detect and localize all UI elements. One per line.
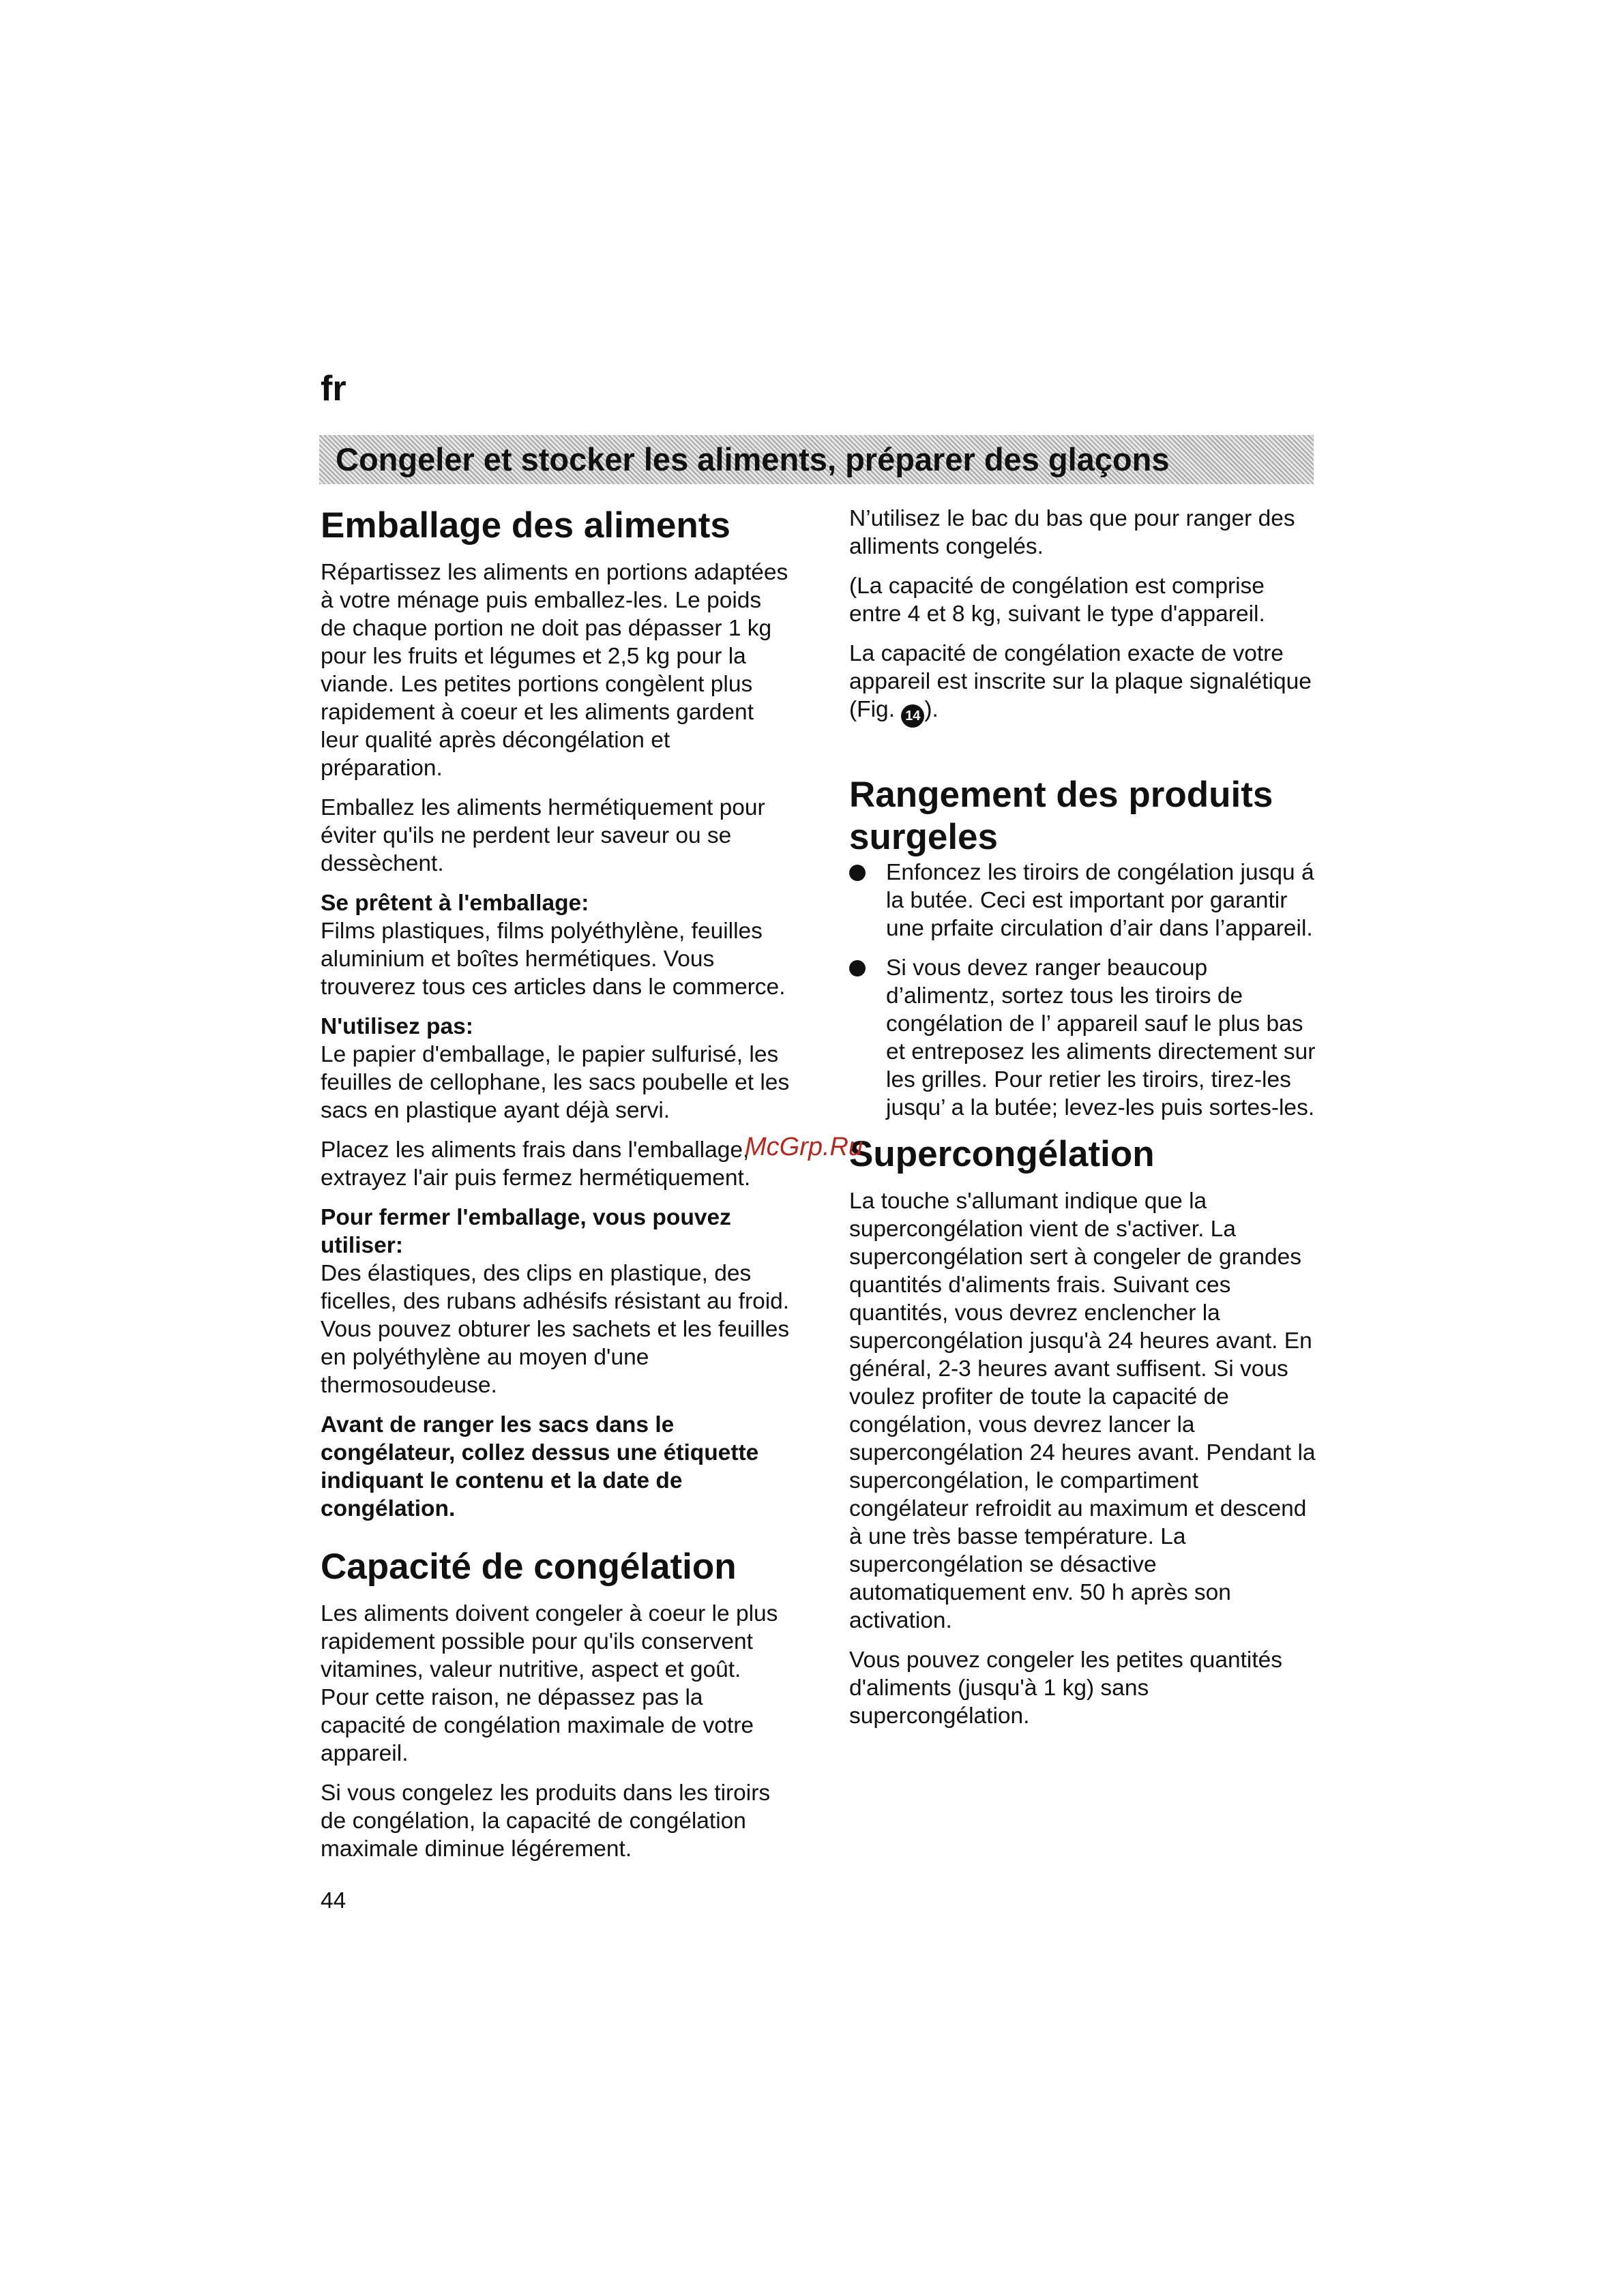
not-use-text: Le papier d'emballage, le papier sulfurisé, les feuilles de cellophane, les sacs poubelle et les sacs en plastique ayant déjà servi.	[321, 1042, 790, 1123]
bullet-icon	[849, 865, 866, 881]
capacite-section	[321, 1546, 791, 1863]
rangement-heading: Rangement des produits surgeles	[849, 775, 1273, 857]
bottom-bin-paragraph: N’utilisez le bac du bas que pour ranger des alliments congelés.	[849, 506, 1295, 559]
supercongelation-paragraph-2: Vous pouvez congeler les petites quantités d'aliments (jusqu'à 1 kg) sans supercongélation.	[849, 1648, 1283, 1729]
right-column	[849, 505, 1320, 1730]
supercongelation-paragraph-1: La touche s'allumant indique que la supercongélation vient de s'activer. La supercongélation sert à congeler de grandes quantités d'aliments frais. Suivant ces quantités, vous devrez enclencher la supercongélation jusqu'à 24 heures avant. En général, 2-3 heures avant suffisent. Si vous voulez profiter de toute la capacité de congélation, vous devrez lancer la supercongélation 24 heures avant. Pendant la supercongélation, le compartiment congélateur refroidit au maximum et descend à une très basse température. La supercongélation se désactive automatiquement env. 50 h après son activation.	[849, 1189, 1316, 1633]
list-item	[849, 954, 1320, 1122]
capacite-paragraph-2: Si vous congelez les produits dans les tiroirs de congélation, la capacité de congélation maximale diminue légérement.	[321, 1780, 771, 1862]
capacity-range-paragraph: (La capacité de congélation est comprise entre 4 et 8 kg, suivant le type d'appareil.	[849, 573, 1265, 627]
bullet-text: Si vous devez ranger beaucoup d’alimentz, sortez tous les tiroirs de congélation de l’ appareil sauf le plus bas et entreposez les aliments directement sur les grilles. Pour retier les tiroirs, tirez-les jusqu’ a la butée; levez-les puis sortes-les.	[886, 955, 1316, 1120]
rating-plate-paragraph	[849, 640, 1320, 728]
list-item	[849, 859, 1320, 942]
close-packaging-label: Pour fermer l'emballage, vous pouvez utiliser:	[321, 1205, 731, 1258]
labeling-warning: Avant de ranger les sacs dans le congélateur, collez dessus une étiquette indiquant le contenu et la date de congélation.	[321, 1412, 759, 1521]
suitable-packaging-text: Films plastiques, films polyéthylène, feuilles aluminium et boîtes hermétiques. Vous trouverez tous ces articles dans le commerce.	[321, 919, 786, 1000]
bullet-icon	[849, 960, 866, 976]
bullet-text: Enfoncez les tiroirs de congélation jusqu á la butée. Ceci est important por garantir une prfaite circulation d’air dans l’appareil.	[886, 860, 1314, 941]
page-number: 44	[321, 1888, 346, 1913]
suitable-packaging-label: Se prêtent à l'emballage:	[321, 891, 589, 916]
not-use-label: N'utilisez pas:	[321, 1014, 473, 1039]
watermark: McGrp.Ru	[745, 1133, 863, 1161]
rating-plate-text: La capacité de congélation exacte de votre appareil est inscrite sur la plaque signalétique (Fig.	[849, 641, 1312, 722]
section-banner	[319, 435, 1314, 484]
emballage-paragraph-1: Répartissez les aliments en portions adaptées à votre ménage puis emballez-les. Le poids de chaque portion ne doit pas dépasser 1 kg pour les fruits et légumes et 2,5 kg pour la viande. Les petites portions congèlent plus rapidement à coeur et les aliments gardent leur qualité après décongélation et préparation.	[321, 560, 788, 781]
capacite-heading: Capacité de congélation	[321, 1547, 737, 1587]
rangement-section	[849, 774, 1320, 1122]
supercongelation-heading: Supercongélation	[849, 1134, 1155, 1174]
close-packaging-text: Des élastiques, des clips en plastique, des ficelles, des rubans adhésifs résistant au froid. Vous pouvez obturer les sachets et les feuilles en polyéthylène au moyen d'une thermosoudeuse.	[321, 1261, 790, 1398]
rating-plate-text-end: ).	[924, 697, 939, 722]
section-title: Congeler et stocker les aliments, préparer des glaçons	[336, 441, 1170, 477]
left-column	[321, 505, 791, 1863]
capacite-paragraph-1: Les aliments doivent congeler à coeur le plus rapidement possible pour qu'ils conservent vitamines, valeur nutritive, aspect et goût. Pour cette raison, ne dépassez pas la capacité de congélation maximale de votre appareil.	[321, 1601, 778, 1766]
rangement-bullet-list	[849, 859, 1320, 1122]
emballage-paragraph-2: Emballez les aliments hermétiquement pour éviter qu'ils ne perdent leur saveur ou se dessèchent.	[321, 795, 765, 876]
emballage-heading: Emballage des aliments	[321, 505, 730, 546]
figure-number-badge: 14	[901, 704, 924, 728]
supercongelation-section	[849, 1133, 1320, 1730]
language-code: fr	[321, 369, 346, 408]
emballage-section	[321, 505, 791, 1523]
emballage-paragraph-3: Placez les aliments frais dans l'emballage, extrayez l'air puis fermez hermétiquement.	[321, 1137, 751, 1191]
